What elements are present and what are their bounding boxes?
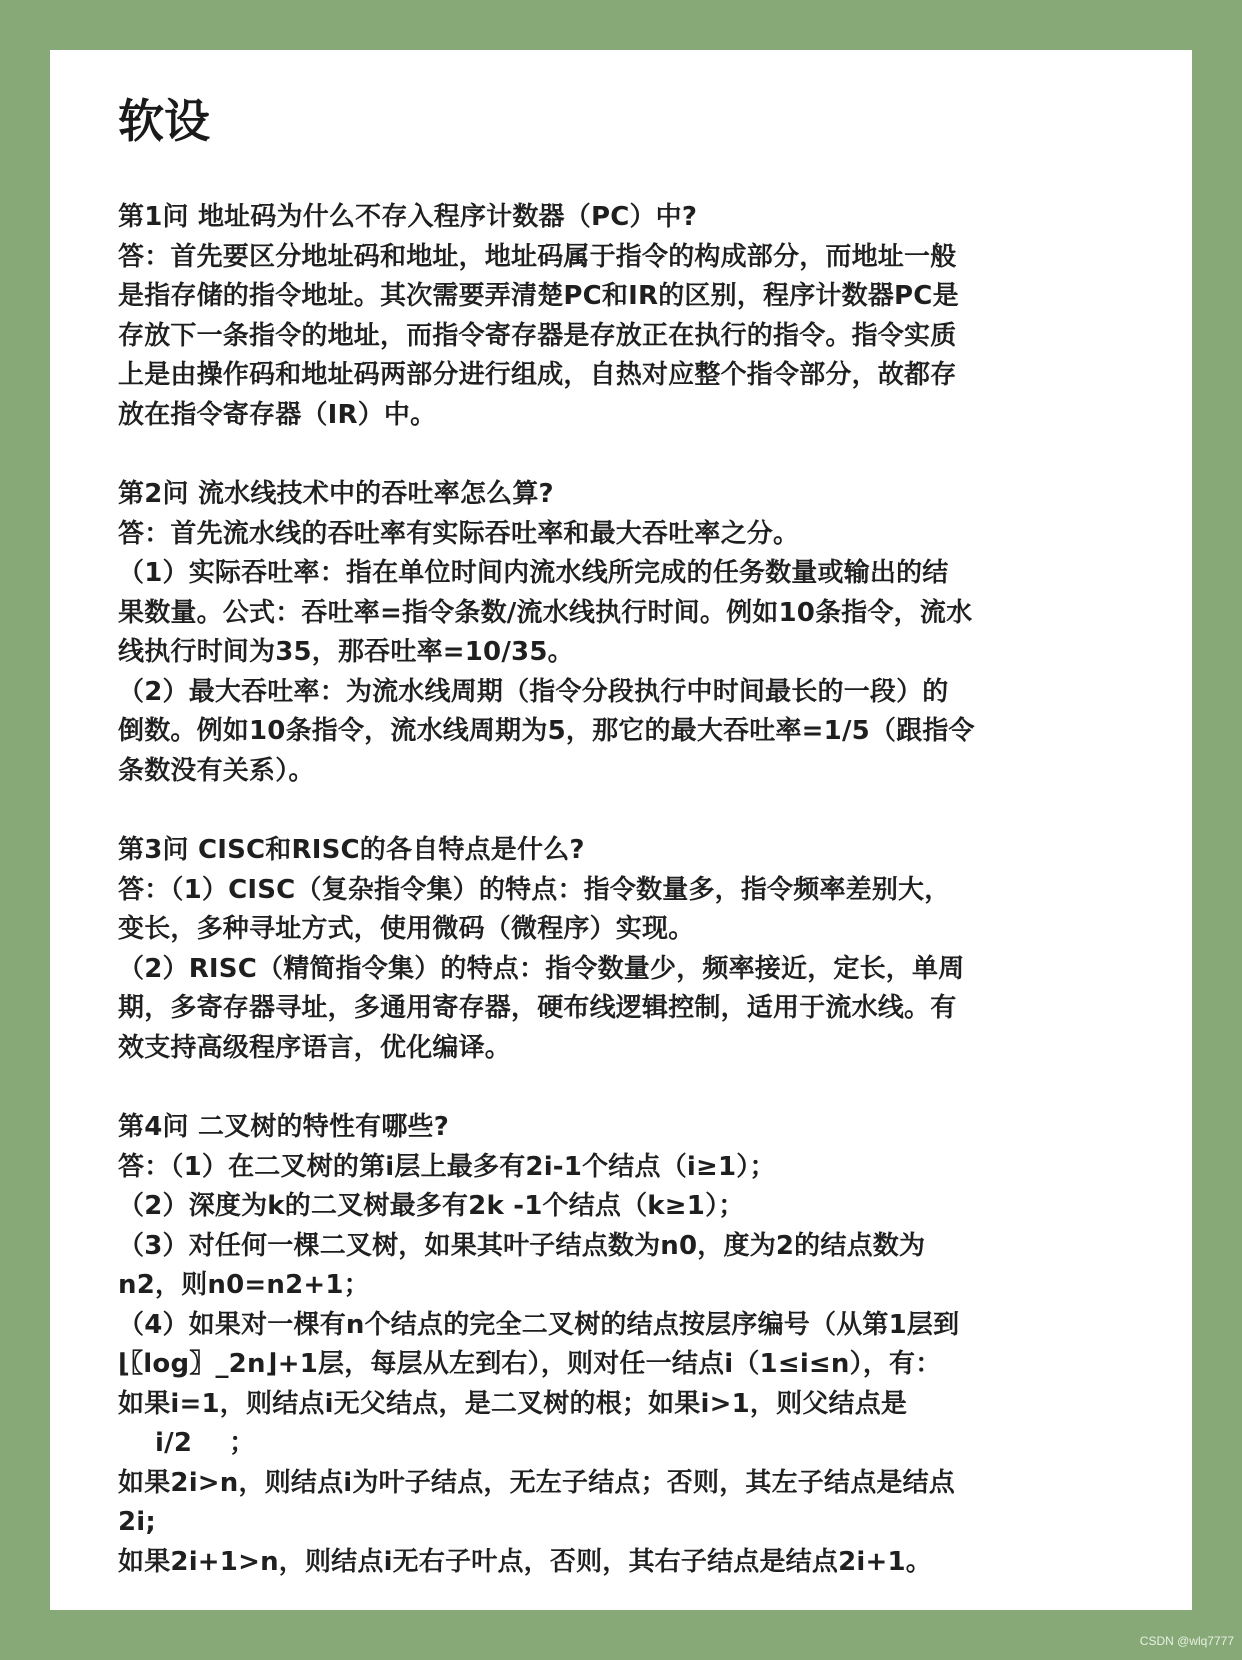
answer-line: （2）RISC（精简指令集）的特点：指令数量少，频率接近，定长，单周 — [118, 953, 965, 984]
answer-line: （1）实际吞吐率：指在单位时间内流水线所完成的任务数量或输出的结 — [118, 558, 949, 588]
page-title: 软设 — [118, 94, 210, 148]
answer-line: 如果i=1，则结点i无父结点，是二叉树的根；如果i>1，则父结点是 — [118, 1388, 908, 1419]
document-card — [50, 50, 1192, 1610]
answer-line: （3）对任何一棵二叉树，如果其叶子结点数为n0，度为2的结点数为 — [118, 1230, 926, 1261]
watermark: CSDN @wlq7777 — [1139, 1634, 1234, 1648]
answer-line: 果数量。公式：吞吐率=指令条数/流水线执行时间。例如10条指令，流水 — [118, 597, 973, 628]
answer-line: （2）最大吞吐率：为流水线周期（指令分段执行中时间最长的一段）的 — [118, 676, 949, 707]
answer-line: 倒数。例如10条指令，流水线周期为5，那它的最大吞吐率=1/5（跟指令 — [118, 716, 975, 746]
answer-line: 是指存储的指令地址。其次需要弄清楚PC和IR的区别，程序计数器PC是 — [118, 281, 959, 311]
section-q1 — [118, 198, 1128, 435]
section-spacer — [118, 791, 1128, 831]
answer-line: 存放下一条指令的地址，而指令寄存器是存放正在执行的指令。指令实质 — [118, 320, 957, 351]
answer-line: （2）深度为k的二叉树最多有2k -1个结点（k≥1）； — [118, 1191, 745, 1221]
answer-line: 上是由操作码和地址码两部分进行组成，自热对应整个指令部分，故都存 — [118, 360, 957, 390]
answer-line: 如果2i+1>n，则结点i无右子叶点，否则，其右子结点是结点2i+1。 — [118, 1546, 932, 1577]
question-heading: 第2问 流水线技术中的吞吐率怎么算? — [118, 479, 554, 509]
answer-line: 期，多寄存器寻址，多通用寄存器，硬布线逻辑控制，适用于流水线。有 — [118, 993, 957, 1023]
answer-line: ⌊〖log〗_2n⌋+1层，每层从左到右），则对任一结点i（1≤i≤n），有： — [118, 1349, 942, 1379]
answer-line: 2i; — [118, 1507, 157, 1537]
section-spacer — [118, 1068, 1128, 1108]
answer-line: 如果2i>n，则结点i为叶子结点，无左子结点；否则，其左子结点是结点 — [118, 1467, 956, 1498]
answer-line: 答：（1）CISC（复杂指令集）的特点：指令数量多，指令频率差别大， — [118, 874, 951, 905]
answer-line: 效支持高级程序语言，优化编译。 — [118, 1032, 512, 1063]
answer-line: 答：首先要区分地址码和地址，地址码属于指令的构成部分，而地址一般 — [118, 241, 957, 272]
question-heading: 第1问 地址码为什么不存入程序计数器（PC）中? — [118, 202, 698, 232]
answer-line: n2，则n0=n2+1； — [118, 1270, 370, 1300]
section-spacer — [118, 435, 1128, 475]
section-q3 — [118, 831, 1128, 1068]
document-content — [118, 198, 1128, 1582]
answer-line: （4）如果对一棵有n个结点的完全二叉树的结点按层序编号（从第1层到 — [118, 1309, 960, 1340]
answer-line: 答：（1）在二叉树的第i层上最多有2i-1个结点（i≥1）； — [118, 1151, 776, 1182]
question-heading: 第3问 CISC和RISC的各自特点是什么? — [118, 835, 585, 865]
section-q4 — [118, 1108, 1128, 1582]
answer-line: 线执行时间为35，那吞吐率=10/35。 — [118, 637, 574, 667]
answer-line: i/2 ； — [118, 1428, 256, 1458]
answer-line: 答：首先流水线的吞吐率有实际吞吐率和最大吞吐率之分。 — [118, 518, 800, 549]
answer-line: 放在指令寄存器（IR）中。 — [118, 399, 437, 430]
answer-line: 条数没有关系）。 — [118, 755, 315, 786]
section-q2 — [118, 475, 1128, 791]
question-heading: 第4问 二叉树的特性有哪些? — [118, 1112, 450, 1142]
answer-line: 变长，多种寻址方式，使用微码（微程序）实现。 — [118, 914, 695, 944]
